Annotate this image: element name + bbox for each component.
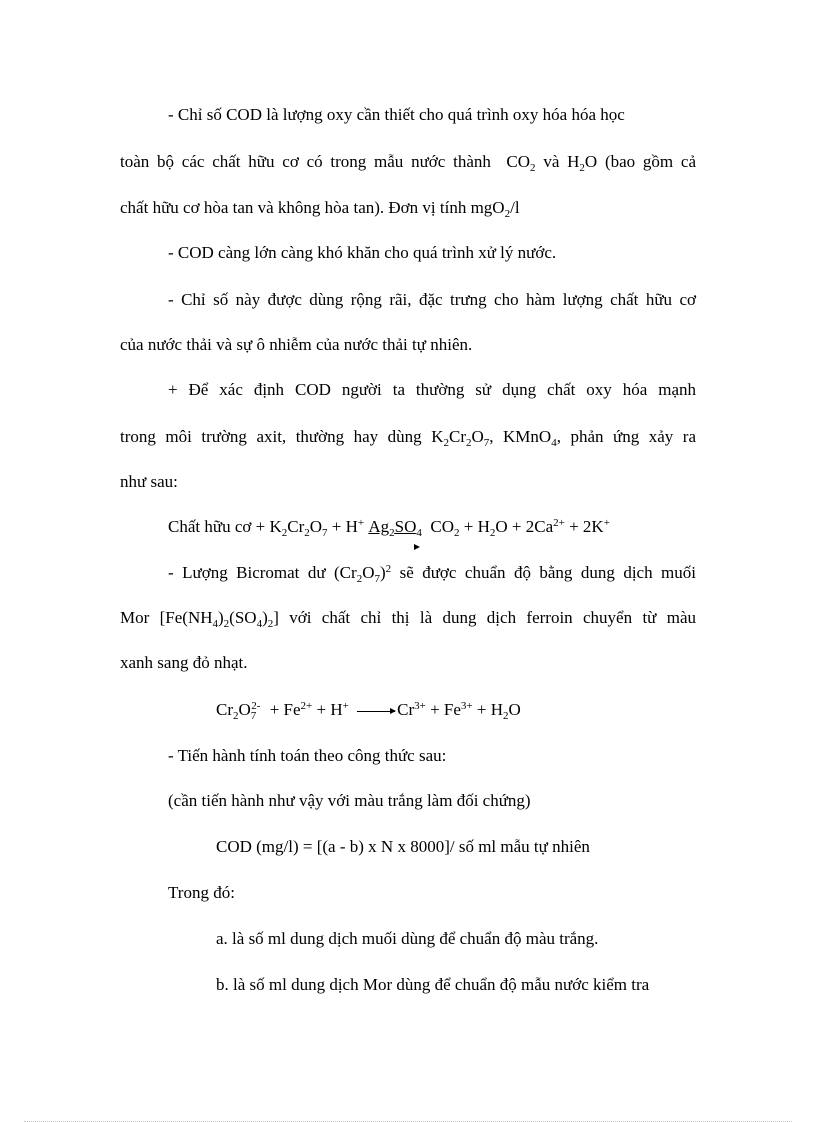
definition-a: a. là số ml dung dịch muối dùng để chuẩn độ màu trắng. [216, 929, 599, 948]
reaction-arrow-catalyst: $Ag_2SO_4$ [368, 517, 422, 537]
para-cod-definition-line3: chất hữu cơ hòa tan và không hòa tan). Đơn vị tính mgO$_2$/l [120, 198, 520, 220]
para-cod-definition-line1: - Chỉ số COD là lượng oxy cần thiết cho quá trình oxy hóa hóa học [168, 105, 625, 124]
cod-formula: COD (mg/l) = [(a - b) x N x 8000]/ số ml mẫu tự nhiên [216, 837, 590, 856]
where-label: Trong đó: [168, 883, 235, 902]
equation-titration: $Cr_2O_7^{2-} + Fe^{2+} + H^+$ $Cr^{3+} + Fe^{3+} + H_2O$ [216, 700, 521, 722]
page-bottom-divider [24, 1121, 792, 1122]
equation-oxidation: Chất hữu cơ + $K_2Cr_2O_7 + H^+$ $Ag_2SO_4$ $CO_2 + H_2O + 2Ca^{2+} + 2K^+$ [168, 517, 610, 537]
para-cod-difficulty: - COD càng lớn càng khó khăn cho quá trình xử lý nước. [168, 243, 557, 262]
reaction-arrow [357, 711, 395, 712]
para-bichromate-line2: Mor $[Fe(NH_4)_2(SO_4)_2]$ với chất chỉ thị là dung dịch ferroin chuyển từ màu [120, 608, 696, 630]
para-method-line3: như sau: [120, 472, 178, 491]
para-cod-usage-line1: - Chỉ số này được dùng rộng rãi, đặc trưng cho hàm lượng chất hữu cơ [168, 290, 696, 309]
para-bichromate-line3: xanh sang đỏ nhạt. [120, 653, 248, 672]
para-cod-usage-line2: của nước thải và sự ô nhiễm của nước thải tự nhiên. [120, 335, 473, 354]
para-calculation-intro: - Tiến hành tính toán theo công thức sau: [168, 746, 447, 765]
para-method-line2: trong môi trường axit, thường hay dùng $K_2Cr_2O_7$, KMnO$_4$, phản ứng xảy ra [120, 427, 697, 449]
para-method-line1: + Để xác định COD người ta thường sử dụng chất oxy hóa mạnh [168, 380, 696, 399]
para-bichromate-line1: - Lượng Bicromat dư $(Cr_2O_7)^2$ sẽ được chuẩn độ bằng dung dịch muối [168, 563, 696, 585]
definition-b: b. là số ml dung dịch Mor dùng để chuẩn độ mẫu nước kiểm tra [216, 975, 650, 994]
para-cod-definition-line2: toàn bộ các chất hữu cơ có trong mẫu nước thành $CO_2$ và $H_2O$ (bao gồm cả [120, 152, 697, 174]
para-blank-control: (cần tiến hành như vậy với màu trắng làm đối chứng) [168, 791, 531, 810]
